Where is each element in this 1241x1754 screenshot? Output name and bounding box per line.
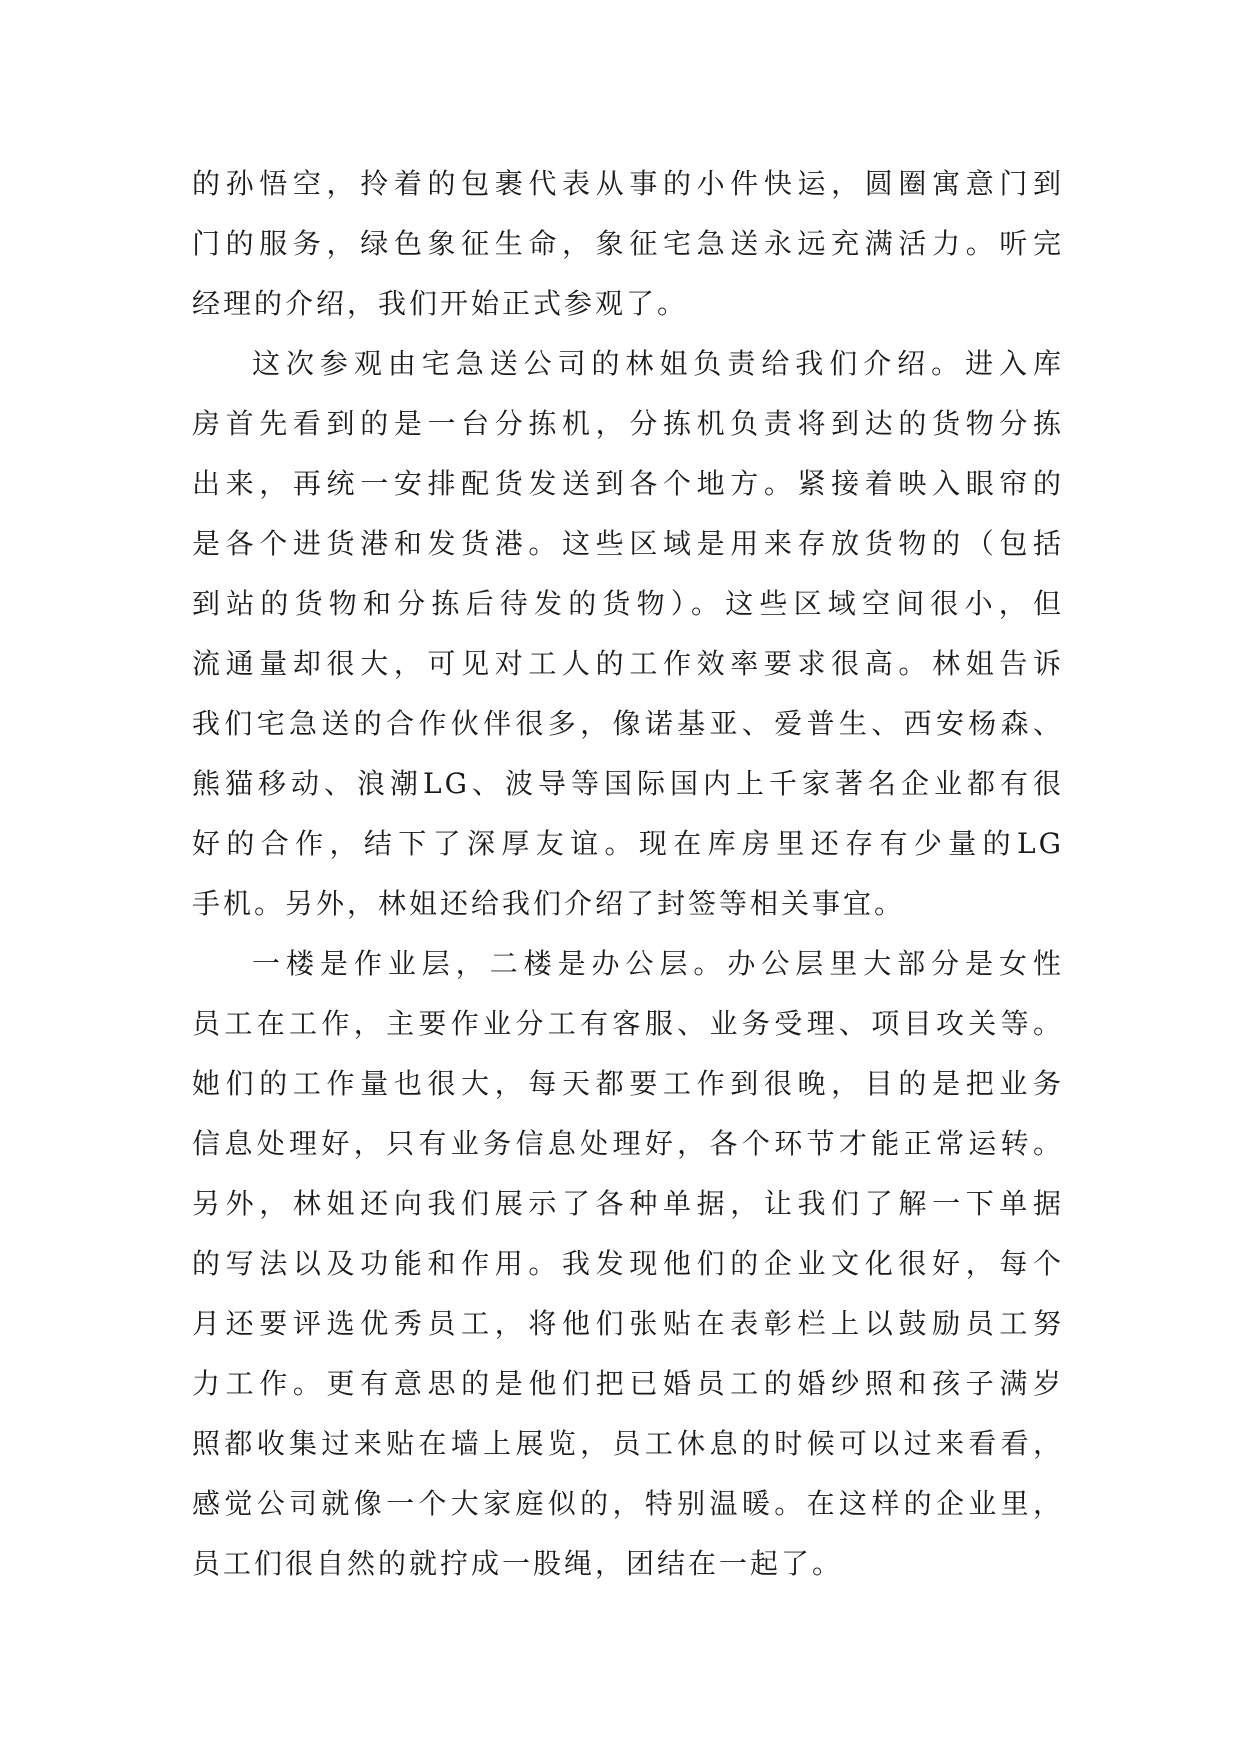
text-line: 的孙悟空，拎着的包裹代表从事的小件快运，圆圈寓意门到	[192, 167, 1064, 200]
paragraph-3	[192, 934, 1064, 1594]
text-line: 员工在工作，主要作业分工有客服、业务受理、项目攻关等。	[192, 1007, 1064, 1040]
text-line: 是各个进货港和发货港。这些区域是用来存放货物的（包括	[192, 527, 1064, 560]
text-line: 力工作。更有意思的是他们把已婚员工的婚纱照和孩子满岁	[192, 1367, 1064, 1400]
text-line: 房首先看到的是一台分拣机，分拣机负责将到达的货物分拣	[192, 407, 1064, 440]
text-line: 流通量却很大，可见对工人的工作效率要求很高。林姐告诉	[192, 647, 1064, 680]
text-line: 照都收集过来贴在墙上展览，员工休息的时候可以过来看看，	[192, 1427, 1064, 1460]
paragraph-1	[192, 154, 1064, 334]
text-line: 熊猫移动、浪潮LG、波导等国际国内上千家著名企业都有很	[192, 767, 1064, 800]
text-line: 另外，林姐还向我们展示了各种单据，让我们了解一下单据	[192, 1187, 1064, 1220]
text-line: 手机。另外，林姐还给我们介绍了封签等相关事宜。	[192, 887, 906, 920]
text-line: 她们的工作量也很大，每天都要工作到很晚，目的是把业务	[192, 1067, 1064, 1100]
text-line: 信息处理好，只有业务信息处理好，各个环节才能正常运转。	[192, 1127, 1064, 1160]
text-line: 我们宅急送的合作伙伴很多，像诺基亚、爱普生、西安杨森、	[192, 707, 1064, 740]
text-line: 员工们很自然的就拧成一股绳，团结在一起了。	[192, 1547, 844, 1580]
text-line: 经理的介绍，我们开始正式参观了。	[192, 287, 689, 320]
text-line: 这次参观由宅急送公司的林姐负责给我们介绍。进入库	[252, 347, 1064, 380]
text-line: 一楼是作业层，二楼是办公层。办公层里大部分是女性	[252, 947, 1064, 980]
text-line: 门的服务，绿色象征生命，象征宅急送永远充满活力。听完	[192, 227, 1064, 260]
text-line: 好的合作，结下了深厚友谊。现在库房里还存有少量的LG	[192, 827, 1064, 860]
text-line: 的写法以及功能和作用。我发现他们的企业文化很好，每个	[192, 1247, 1064, 1280]
text-line: 月还要评选优秀员工，将他们张贴在表彰栏上以鼓励员工努	[192, 1307, 1064, 1340]
text-line: 到站的货物和分拣后待发的货物）。这些区域空间很小，但	[192, 587, 1064, 620]
text-line: 感觉公司就像一个大家庭似的，特别温暖。在这样的企业里，	[192, 1487, 1064, 1520]
paragraph-2	[192, 334, 1064, 934]
text-line: 出来，再统一安排配货发送到各个地方。紧接着映入眼帘的	[192, 467, 1064, 500]
document-body	[192, 154, 1064, 1594]
